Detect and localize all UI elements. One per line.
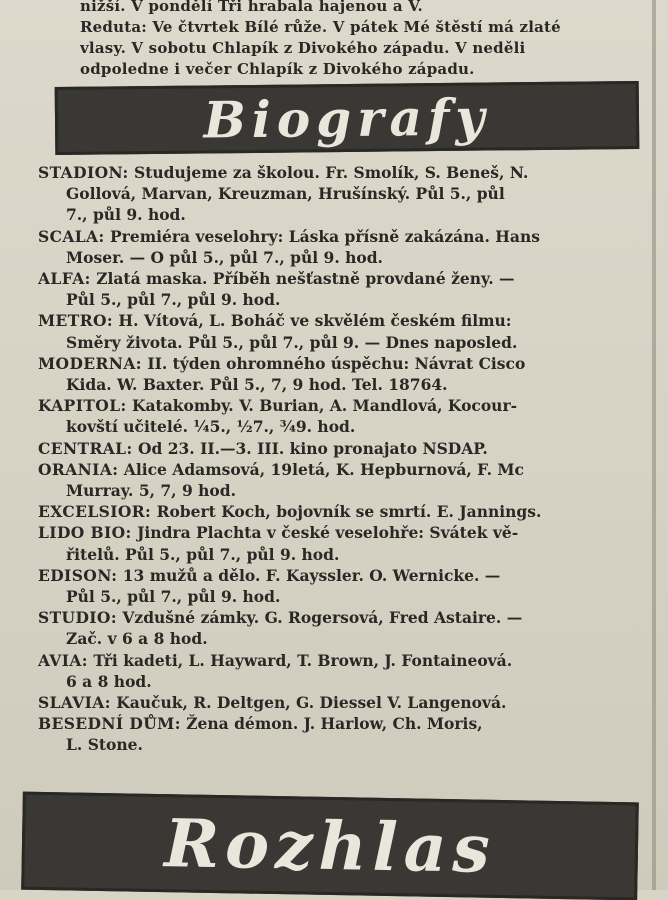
entry-line — [38, 247, 648, 268]
venue-name: SLAVIA: — [38, 693, 111, 713]
entry-line — [38, 395, 648, 416]
section-title: Rozhlas — [163, 804, 497, 888]
section-banner-biografy — [55, 81, 640, 155]
section-banner-rozhlas — [21, 792, 639, 900]
venue-name: ALFA: — [38, 269, 91, 289]
page-fold — [652, 0, 656, 890]
entry-line — [38, 671, 648, 692]
entry-text: řitelů. Půl 5., půl 7., půl 9. hod. — [66, 544, 340, 564]
cinema-entry — [38, 692, 648, 713]
entry-line — [38, 353, 648, 374]
entry-text: Žena démon. J. Harlow, Ch. Moris, — [186, 714, 483, 734]
entry-text: Zlatá maska. Příběh nešťastně provdané ženy. — — [96, 269, 515, 289]
cinema-entry — [38, 162, 648, 226]
entry-line — [38, 162, 648, 183]
entry-line — [38, 226, 648, 247]
entry-text: L. Stone. — [66, 735, 143, 755]
entry-text: Půl 5., půl 7., půl 9. hod. — [66, 587, 281, 607]
entry-line — [38, 607, 648, 628]
entry-line — [38, 332, 648, 353]
entry-line — [38, 522, 648, 543]
text-line: vlasy. V sobotu Chlapík z Divokého západu. V neděli — [80, 39, 526, 57]
entry-text: Vzdušné zámky. G. Rogersová, Fred Astaire. — — [122, 608, 523, 628]
entry-text: Od 23. II.—3. III. kino pronajato NSDAP. — [138, 438, 488, 458]
text-line: Reduta: Ve čtvrtek Bílé růže. V pátek Mé štěstí má zlaté — [80, 18, 561, 36]
entry-text: Jindra Plachta v české veselohře: Svátek vě- — [137, 523, 519, 543]
venue-name: AVIA: — [38, 650, 88, 670]
entry-line — [38, 459, 648, 480]
venue-name: EDISON: — [38, 565, 118, 585]
entry-text: Moser. — O půl 5., půl 7., půl 9. hod. — [66, 247, 383, 267]
cinema-entry — [38, 607, 648, 649]
text-line: odpoledne i večer Chlapík z Divokého západu. — [80, 60, 475, 78]
venue-name: BESEDNÍ DŮM: — [38, 714, 181, 734]
entry-text: Premiéra veselohry: Láska přísně zakázána. Hans — [110, 226, 540, 246]
venue-name: ORANIA: — [38, 459, 119, 479]
cinema-entry — [38, 650, 648, 692]
entry-line — [38, 289, 648, 310]
entry-line — [38, 480, 648, 501]
entry-line — [38, 310, 648, 331]
cinema-entry — [38, 310, 648, 352]
entry-text: Zač. v 6 a 8 hod. — [66, 629, 208, 649]
cinema-entry — [38, 226, 648, 268]
entry-line — [38, 692, 648, 713]
entry-line — [38, 183, 648, 204]
section-title: Biografy — [203, 86, 491, 150]
entry-text: Studujeme za školou. Fr. Smolík, S. Beneš, N. — [134, 163, 529, 182]
entry-text: Směry života. Půl 5., půl 7., půl 9. — Dnes naposled. — [66, 332, 518, 352]
cinema-entry — [38, 395, 648, 437]
entry-text: kovští učitelé. ¼5., ½7., ¾9. hod. — [66, 417, 356, 437]
entry-text: 13 mužů a dělo. F. Kayssler. O. Wernicke. — — [122, 565, 501, 585]
cinema-entry — [38, 713, 648, 755]
entry-line — [38, 713, 648, 734]
entry-text: Alice Adamsová, 19letá, K. Hepburnová, F. Mc — [123, 459, 524, 479]
entry-line — [38, 416, 648, 437]
cinema-entry — [38, 353, 648, 395]
entry-text: Gollová, Marvan, Kreuzman, Hrušínský. Půl 5., půl — [66, 184, 505, 204]
cinema-entry — [38, 522, 648, 564]
cinema-entry — [38, 268, 648, 310]
entry-text: Kaučuk, R. Deltgen, G. Diessel V. Langenová. — [116, 693, 507, 713]
entry-text: 6 a 8 hod. — [66, 671, 152, 691]
entry-text: 7., půl 9. hod. — [66, 205, 186, 225]
entry-text: II. týden ohromného úspěchu: Návrat Cisco — [147, 353, 526, 373]
cinema-entry — [38, 459, 648, 501]
venue-name: METRO: — [38, 311, 114, 331]
entry-line — [38, 565, 648, 586]
entry-line — [38, 628, 648, 649]
venue-name: SCALA: — [38, 226, 105, 246]
entry-text: Robert Koch, bojovník se smrtí. E. Jannings. — [156, 502, 542, 522]
entry-text: Murray. 5, 7, 9 hod. — [66, 481, 237, 501]
entry-text: Půl 5., půl 7., půl 9. hod. — [66, 290, 281, 310]
entry-text: H. Vítová, L. Boháč ve skvělém českém filmu: — [118, 311, 512, 331]
entry-line — [38, 268, 648, 289]
cinema-entry — [38, 565, 648, 607]
previous-section-text — [80, 0, 640, 80]
entry-line — [38, 204, 648, 225]
venue-name: STUDIO: — [38, 608, 117, 628]
cinema-entry — [38, 438, 648, 459]
entry-line — [38, 650, 648, 671]
text-line: nižší. V pondělí Tři hrabala hajenou a V. — [80, 0, 423, 15]
entry-line — [38, 438, 648, 459]
entry-line — [38, 734, 648, 755]
cinema-entry — [38, 501, 648, 522]
entry-text: Kida. W. Baxter. Půl 5., 7, 9 hod. Tel. 18764. — [66, 375, 448, 395]
venue-name: KAPITOL: — [38, 396, 127, 416]
entry-text: Tři kadeti, L. Hayward, T. Brown, J. Fontaineová. — [93, 650, 513, 670]
venue-name: MODERNA: — [38, 353, 142, 373]
entry-line — [38, 374, 648, 395]
entry-text: Katakomby. V. Burian, A. Mandlová, Kocour- — [132, 396, 518, 416]
venue-name: LIDO BIO: — [38, 523, 132, 543]
entry-line — [38, 586, 648, 607]
venue-name: CENTRAL: — [38, 438, 133, 458]
venue-name: EXCELSIOR: — [38, 502, 152, 522]
venue-name: STADION: — [38, 163, 129, 182]
entry-line — [38, 501, 648, 522]
entry-line — [38, 544, 648, 565]
cinema-listings — [38, 162, 648, 756]
